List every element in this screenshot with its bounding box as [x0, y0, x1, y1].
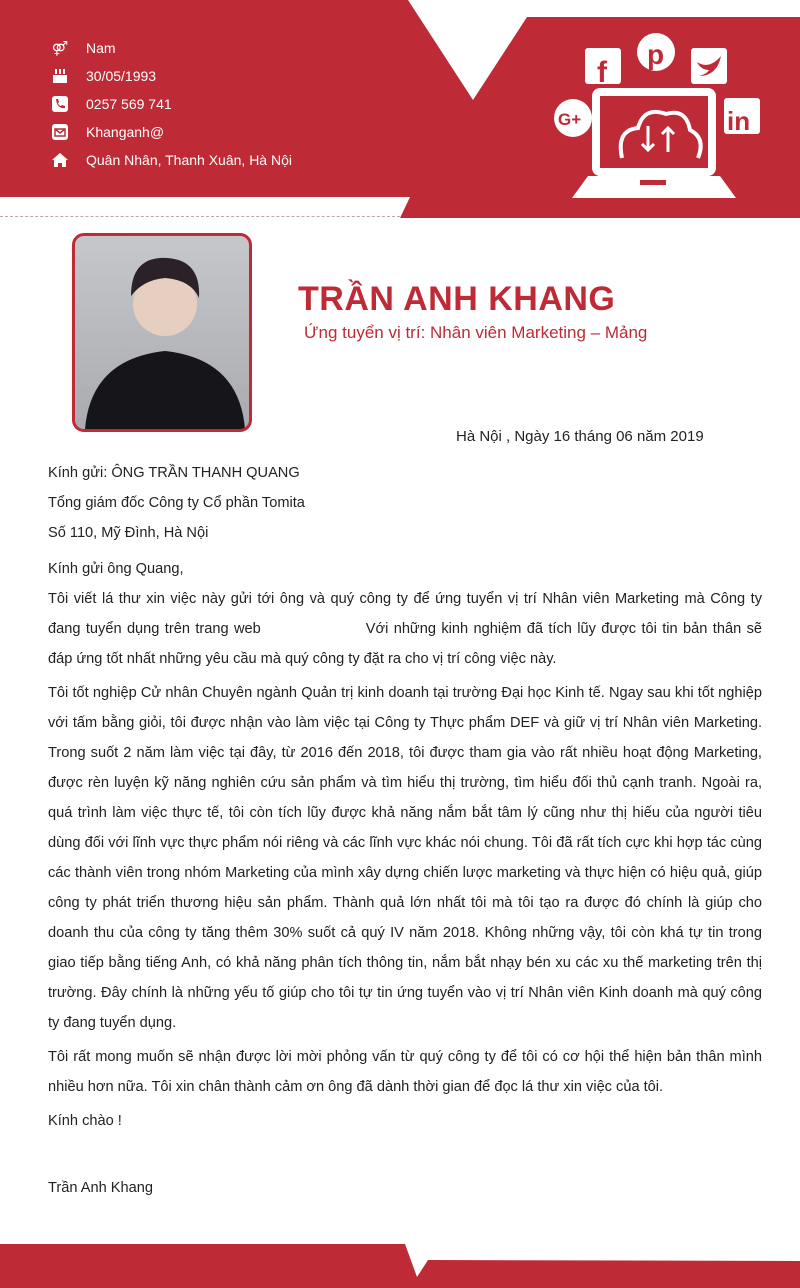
footer-banner: [0, 1244, 800, 1288]
contact-info: [50, 34, 292, 174]
svg-text:p: p: [647, 39, 665, 70]
recipient-line: Kính gửi: ÔNG TRẦN THANH QUANG: [48, 465, 300, 481]
paragraph-closing: Tôi rất mong muốn sẽ nhận được lời mời phỏng vấn từ quý công ty để tôi có cơ hội thể hiện bản thân mình nhiều hơn nữa. Tôi xin chân thành cảm ơn ông đã dành thời gian để đọc lá thư xin việc của tôi.: [48, 1049, 762, 1095]
dashed-divider: [0, 216, 400, 217]
paragraph-experience: Tôi tốt nghiệp Cử nhân Chuyên ngành Quản trị kinh doanh tại trường Đại học Kinh tế. Ngay sau khi tốt nghiệp với tấm bằng giỏi, tôi được nhận vào làm việc tại Công ty Thực phẩm DEF và giữ vị trí Nhân viên Marketing. Trong suốt 2 năm làm việc tại đây, từ 2016 đến 2018, tôi được tham gia vào rất nhiều hoạt động Marketing, được rèn luyện kỹ năng nghiên cứu sản phẩm và tìm hiểu thị trường, tìm hiểu đối thủ cạnh tranh. Ngoài ra, quá trình làm việc thực tế, tôi còn tích lũy được khả năng nắm bắt tâm lý cũng như thị hiếu của người tiêu dùng đối với lĩnh vực thực phẩm nói riêng và các lĩnh vực khác nói chung. Tôi đã rất tích cực khi hợp tác cùng các thành viên trong nhóm Marketing của mình xây dựng chiến lược marketing và thực hiện có hiệu quả, giúp công ty phát triển thương hiệu sản phẩm. Thành quả lớn nhất tôi mà tôi tạo ra được đó chính là giúp cho doanh thu của công ty tăng thêm 30% suốt cả quý IV năm 2018. Không những vậy, tôi còn khá tự tin trong giao tiếp bằng tiếng Anh, có khả năng phân tích thông tin, nắm bắt nhạy bén xu các xu thế marketing trên thị trường. Đây chính là những yếu tố giúp cho tôi tự tin ứng tuyển vào vị trí Nhân viên Kinh doanh mà quý công ty đang tuyển dụng.: [48, 685, 762, 1031]
letter-date: Hà Nội , Ngày 16 tháng 06 năm 2019: [456, 428, 704, 445]
closing: Kính chào !: [48, 1113, 122, 1129]
signature: Trần Anh Khang: [48, 1180, 153, 1196]
email-icon: [50, 123, 70, 141]
letter-body: [48, 458, 762, 1136]
home-icon: [50, 151, 70, 169]
svg-text:G+: G+: [558, 110, 582, 129]
recipient-line: Số 110, Mỹ Đình, Hà Nội: [48, 525, 209, 541]
paragraph-intro: Tôi viết lá thư xin việc này gửi tới ông và quý công ty để ứng tuyển vị trí Nhân viên Marketing mà Công ty đang tuyển dụng trên trang web Với những kinh nghiệm đã tích lũy được tôi tin bản thân sẽ đáp ứng tốt nhất những yêu cầu mà quý công ty đặt ra cho vị trí công việc này.: [48, 591, 762, 667]
svg-text:f: f: [597, 56, 607, 89]
recipient-line: Tổng giám đốc Công ty Cổ phần Tomita: [48, 495, 305, 511]
contact-birthday: 30/05/1993: [50, 62, 292, 90]
profile-photo: [72, 233, 252, 432]
applicant-name: TRẦN ANH KHANG: [298, 280, 616, 318]
contact-gender: ⚤ Nam: [51, 39, 116, 56]
gender-icon: ⚤: [51, 39, 69, 56]
phone-icon: [50, 95, 70, 113]
svg-text:in: in: [727, 106, 751, 136]
greeting: Kính gửi ông Quang,: [48, 561, 184, 577]
contact-address: Quân Nhân, Thanh Xuân, Hà Nội: [50, 146, 292, 174]
applied-position: Ứng tuyển vị trí: Nhân viên Marketing – Mảng: [304, 323, 648, 342]
contact-email: Khanganh@: [50, 118, 292, 146]
birthday-cake-icon: [50, 67, 70, 85]
contact-phone: 0257 569 741: [50, 90, 292, 118]
